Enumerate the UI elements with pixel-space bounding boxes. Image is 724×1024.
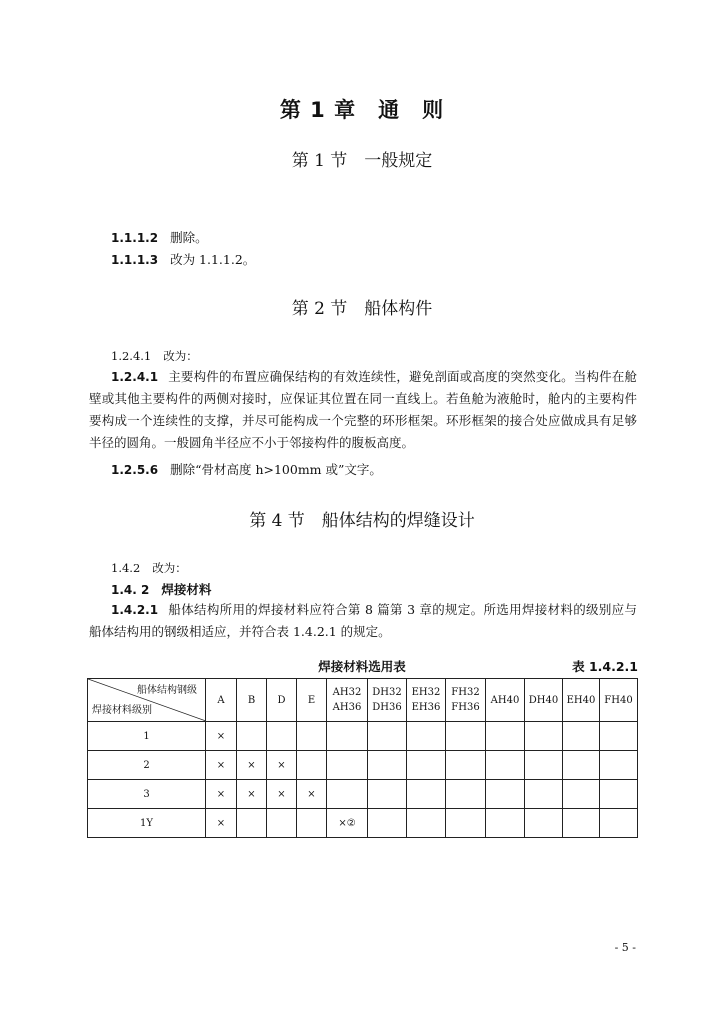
- clause-1-4-2-change: [111, 560, 187, 576]
- table-cell: [563, 722, 600, 751]
- table-cell: ×: [206, 722, 237, 751]
- table-cell: [486, 751, 525, 780]
- table-cell: [327, 751, 368, 780]
- table-row: [88, 722, 638, 751]
- table-cell: ×②: [327, 809, 368, 838]
- clause-number: 1.4.2: [111, 561, 141, 575]
- table-cell: [446, 722, 486, 751]
- table-corner-cell: [88, 679, 206, 722]
- column-header-line: EH36: [411, 702, 441, 713]
- table-cell: [486, 809, 525, 838]
- column-header-line: AH36: [332, 702, 362, 713]
- column-header-line: EH40: [566, 694, 596, 706]
- table-cell: [327, 722, 368, 751]
- page-number: - 5 -: [614, 941, 636, 954]
- table-cell: [446, 780, 486, 809]
- column-header-line: E: [307, 694, 316, 706]
- section-2-title: 第 2 节 船体构件: [291, 299, 433, 319]
- column-header-line: D: [277, 694, 286, 706]
- corner-steel-grade-label: 船体结构钢级: [137, 685, 197, 696]
- column-header: [525, 679, 563, 722]
- column-header: [600, 679, 638, 722]
- column-header-line: B: [247, 694, 256, 706]
- clause-text: 改为 1.1.1.2。: [170, 252, 256, 267]
- welding-materials-table: [87, 678, 638, 838]
- row-grade-cell: 1: [88, 722, 206, 751]
- table-cell: ×: [267, 751, 297, 780]
- table-row: [88, 809, 638, 838]
- row-grade-cell: 3: [88, 780, 206, 809]
- column-header-line: AH40: [490, 694, 520, 706]
- table-cell: [368, 722, 407, 751]
- column-header: [486, 679, 525, 722]
- table-cell: [563, 809, 600, 838]
- column-header-line: DH36: [372, 702, 402, 713]
- table-cell: [297, 722, 327, 751]
- column-header-line: FH40: [604, 694, 633, 706]
- table-cell: [267, 722, 297, 751]
- clause-heading-text: 焊接材料: [161, 582, 212, 597]
- clause-1-1-1-3: [111, 250, 255, 268]
- clause-text: 删除“骨材高度 h>100mm 或”文字。: [170, 462, 382, 477]
- table-cell: [407, 722, 446, 751]
- section-1-title: 第 1 节 一般规定: [291, 151, 433, 171]
- table-cell: ×: [267, 780, 297, 809]
- table-cell: [486, 722, 525, 751]
- clause-text: 改为：: [163, 349, 198, 363]
- table-caption: 焊接材料选用表: [318, 659, 406, 674]
- table-cell: [407, 780, 446, 809]
- table-cell: [237, 722, 267, 751]
- column-header-line: AH32: [332, 687, 362, 698]
- table-cell: [407, 751, 446, 780]
- table-cell: [327, 780, 368, 809]
- table-cell: [525, 751, 563, 780]
- column-header-line: EH32: [411, 687, 441, 698]
- table-cell: ×: [206, 809, 237, 838]
- column-header: [407, 679, 446, 722]
- column-header: [327, 679, 368, 722]
- table-cell: [525, 780, 563, 809]
- table-cell: ×: [237, 780, 267, 809]
- table-cell: [267, 809, 297, 838]
- clause-1-2-5-6: [111, 460, 382, 478]
- table-cell: [486, 780, 525, 809]
- table-cell: [368, 751, 407, 780]
- clause-text: 改为：: [152, 561, 187, 575]
- column-header: [297, 679, 327, 722]
- section-4-title: 第 4 节 船体结构的焊缝设计: [249, 511, 475, 531]
- clause-number: 1.2.5.6: [111, 463, 159, 477]
- table-cell: [525, 722, 563, 751]
- clause-number: 1.4.2.1: [111, 603, 159, 617]
- table-row: [88, 780, 638, 809]
- column-header: [237, 679, 267, 722]
- clause-number: 1.4. 2: [111, 583, 150, 597]
- clause-1-2-4-1-change: [111, 348, 198, 364]
- table-cell: [600, 722, 638, 751]
- column-header: [267, 679, 297, 722]
- column-header-line: DH40: [528, 694, 559, 706]
- table-cell: [237, 809, 267, 838]
- table-cell: ×: [206, 751, 237, 780]
- column-header-line: DH32: [372, 687, 402, 698]
- table-cell: [407, 809, 446, 838]
- table-number: 表 1.4.2.1: [572, 659, 638, 674]
- clause-text: 删除。: [170, 230, 208, 245]
- column-header: [563, 679, 600, 722]
- clause-1-2-4-1-paragraph: [89, 366, 637, 454]
- row-grade-cell: 2: [88, 751, 206, 780]
- column-header: [368, 679, 407, 722]
- table-cell: ×: [206, 780, 237, 809]
- table-cell: [563, 780, 600, 809]
- column-header-line: FH32: [451, 687, 480, 698]
- clause-number: 1.2.4.1: [111, 349, 152, 363]
- column-header: [206, 679, 237, 722]
- table-cell: [600, 780, 638, 809]
- table-cell: ×: [237, 751, 267, 780]
- corner-welding-grade-label: 焊接材料级别: [92, 705, 152, 716]
- row-grade-cell: 1Y: [88, 809, 206, 838]
- table-cell: [600, 809, 638, 838]
- clause-1-1-1-2: [111, 228, 208, 246]
- column-header-line: A: [217, 694, 225, 706]
- table-cell: [368, 780, 407, 809]
- clause-1-4-2-1-paragraph: [89, 599, 637, 643]
- table-cell: ×: [297, 780, 327, 809]
- clause-number: 1.1.1.3: [111, 253, 159, 267]
- table-cell: [563, 751, 600, 780]
- table-cell: [297, 809, 327, 838]
- column-header-line: FH36: [451, 702, 480, 713]
- table-row: [88, 751, 638, 780]
- table-cell: [446, 751, 486, 780]
- column-header: [446, 679, 486, 722]
- chapter-title: 第 1 章 通 则: [279, 98, 445, 122]
- table-cell: [368, 809, 407, 838]
- table-cell: [525, 809, 563, 838]
- table-header-row: [88, 679, 638, 722]
- clause-text: 船体结构所用的焊接材料应符合第 8 篇第 3 章的规定。所选用焊接材料的级别应与船体结构用的钢级相适应，并符合表 1.4.2.1 的规定。: [89, 602, 637, 639]
- table-cell: [446, 809, 486, 838]
- clause-1-4-2-heading: [111, 580, 211, 598]
- clause-number: 1.2.4.1: [111, 370, 159, 384]
- table-cell: [297, 751, 327, 780]
- clause-text: 主要构件的布置应确保结构的有效连续性，避免剖面或高度的突然变化。当构件在舱壁或其他主要构件的两侧对接时，应保证其位置在同一直线上。若鱼舱为液舱时，舱内的主要构件要构成一个连续性的支撑，并尽可能构成一个完整的环形框架。环形框架的接合处应做成具有足够半径的圆角。一般圆角半径应不小于邻接构件的腹板高度。: [89, 369, 637, 450]
- table-cell: [600, 751, 638, 780]
- clause-number: 1.1.1.2: [111, 231, 159, 245]
